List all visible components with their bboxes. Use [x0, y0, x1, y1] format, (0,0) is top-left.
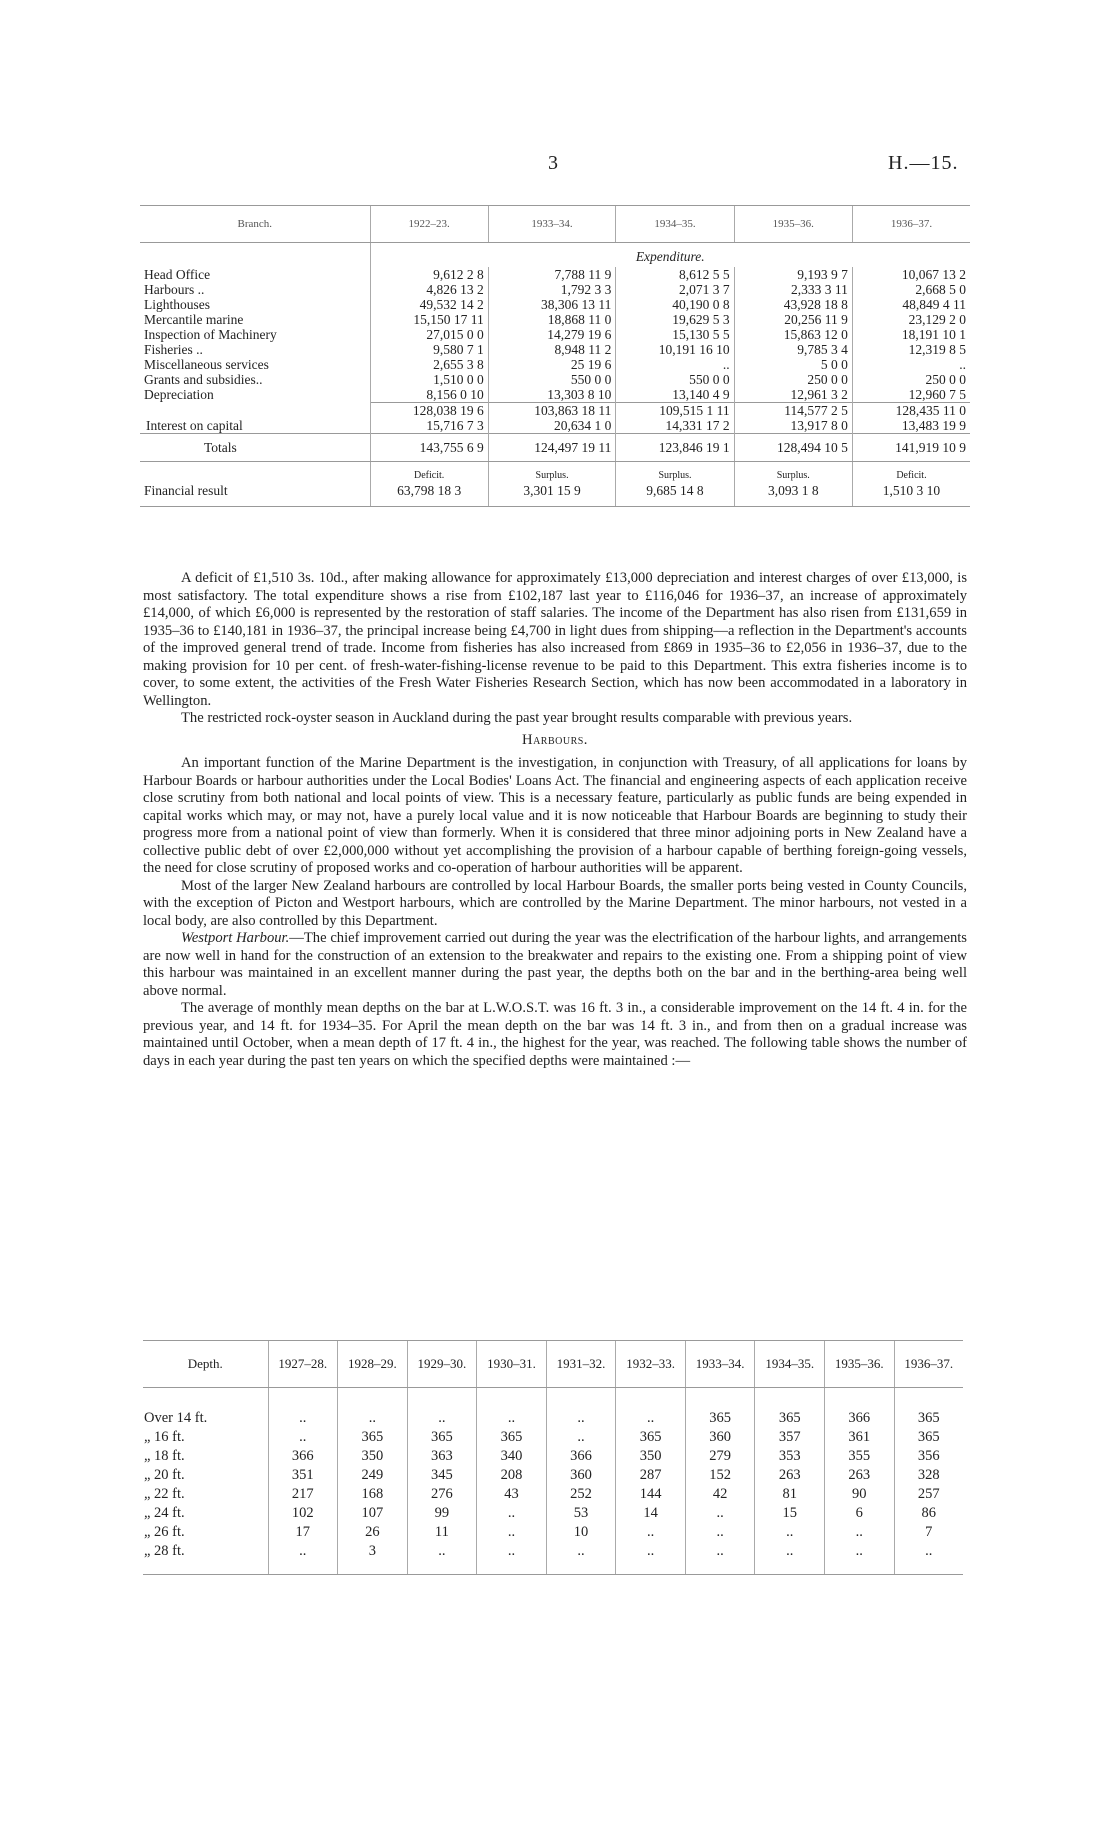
- depth-cell: ..: [268, 1388, 338, 1429]
- branch-name: Depreciation: [144, 387, 214, 402]
- depth-cell: 328: [894, 1466, 963, 1485]
- depth-year-header: 1928–29.: [338, 1341, 408, 1388]
- branch-label: [140, 387, 370, 403]
- expenditure-cell: 8,948 11 2: [488, 342, 616, 357]
- result-amount: 3,093 1 8: [767, 483, 819, 498]
- year-header: 1936–37.: [852, 206, 970, 243]
- depth-cell: 144: [616, 1485, 686, 1504]
- financial-result-cell: [488, 462, 616, 507]
- depth-cell: 11: [407, 1523, 477, 1542]
- depth-year-header: 1927–28.: [268, 1341, 338, 1388]
- depth-cell: ..: [755, 1523, 825, 1542]
- depth-cell: 365: [894, 1388, 963, 1429]
- expenditure-cell: 19,629 5 3: [616, 312, 734, 327]
- depth-label: [143, 1428, 268, 1447]
- branch-label: [140, 342, 370, 357]
- depth-cell: 208: [477, 1466, 547, 1485]
- expenditure-cell: 18,868 11 0: [488, 312, 616, 327]
- subtotal-cell: 128,038 19 6: [370, 403, 488, 419]
- depth-cell: ..: [268, 1428, 338, 1447]
- paragraph: A deficit of £1,510 3s. 10d., after making allowance for approximately £13,000 depreciation and interest charges of over £13,000, is most satisfactory. The total expenditure shows a rise from £102,187 last year to £116,046 for 1936–37, an increase of approximately £14,000, of which £6,000 is represented by the restoration of staff salaries. The income of the Department has also risen from £131,659 in 1935–36 to £140,181 in 1936–37, the principal increase being £4,700 in light dues from shipping—a reflection in the Department's accounts of the improved general trend of trade. Income from fisheries has also increased from £869 in 1935–36 to £2,056 in 1936–37, due to the making provision for 10 per cent. of fresh-water-fishing-license revenue to be paid to this Department. This extra fisheries income is to cover, to some extent, the activities of the Fresh Water Fisheries Research Section, which has now been accommodated in a laboratory in Wellington.: [143, 570, 967, 709]
- depth-cell: 107: [338, 1504, 408, 1523]
- depth-year-header: 1936–37.: [894, 1341, 963, 1388]
- expenditure-row: [140, 297, 970, 312]
- depth-cell: 17: [268, 1523, 338, 1542]
- expenditure-cell: 7,788 11 9: [488, 267, 616, 282]
- depth-cell: 365: [894, 1428, 963, 1447]
- depth-row: [143, 1388, 963, 1429]
- paragraph: The restricted rock-oyster season in Auckland during the past year brought results comparable with previous years.: [181, 710, 853, 726]
- subtotal-row: [140, 403, 970, 419]
- result-kind: Surplus.: [658, 470, 692, 481]
- depth-cell: ..: [477, 1504, 547, 1523]
- expenditure-cell: 9,785 3 4: [734, 342, 852, 357]
- depth-cell: 10: [546, 1523, 616, 1542]
- depth-row: [143, 1447, 963, 1466]
- expenditure-caption: Expenditure.: [370, 243, 970, 268]
- depth-cell: 361: [825, 1428, 895, 1447]
- depth-cell: ..: [825, 1542, 895, 1575]
- depth-cell: 366: [825, 1388, 895, 1429]
- depth-cell: 152: [685, 1466, 755, 1485]
- result-kind: Surplus.: [776, 470, 810, 481]
- depth-header-row: [143, 1341, 963, 1388]
- expenditure-cell: 49,532 14 2: [370, 297, 488, 312]
- depth-row: [143, 1466, 963, 1485]
- depth-cell: ..: [825, 1523, 895, 1542]
- depth-cell: ..: [338, 1388, 408, 1429]
- result-amount: 9,685 14 8: [646, 483, 704, 498]
- depth-cell: 287: [616, 1466, 686, 1485]
- year-header: 1933–34.: [488, 206, 616, 243]
- depth-cell: 365: [755, 1388, 825, 1429]
- depth-row: [143, 1542, 963, 1575]
- expenditure-cell: 10,191 16 10: [616, 342, 734, 357]
- depth-cell: 345: [407, 1466, 477, 1485]
- expenditure-cell: 9,612 2 8: [370, 267, 488, 282]
- depth-cell: 217: [268, 1485, 338, 1504]
- body-text: [143, 570, 967, 1070]
- paragraph: The average of monthly mean depths on the bar at L.W.O.S.T. was 16 ft. 3 in., a considerable improvement on the 14 ft. 4 in. for the previous year, and 14 ft. for 1934–35. For April the mean depth on the bar was 14 ft. 3 in., and from then on a gradual increase was maintained until October, when a mean depth of 17 ft. 4 in., the highest for the year, was reached. The following table shows the number of days in each year during the past ten years on which the specified depths were maintained :—: [143, 1000, 967, 1069]
- expenditure-cell: 1,510 0 0: [370, 372, 488, 387]
- financial-result-cell: [734, 462, 852, 507]
- expenditure-cell: 23,129 2 0: [852, 312, 970, 327]
- depth-label-text: „ 18 ft.: [144, 1448, 185, 1464]
- expenditure-row: [140, 327, 970, 342]
- branch-label: [140, 297, 370, 312]
- branch-label: [140, 357, 370, 372]
- depth-cell: 365: [407, 1428, 477, 1447]
- subtotal-cell: 109,515 1 11: [616, 403, 734, 419]
- financial-result-label: [140, 462, 370, 507]
- depth-label-text: „ 28 ft.: [144, 1543, 185, 1559]
- branch-label: [140, 282, 370, 297]
- depth-cell: 81: [755, 1485, 825, 1504]
- result-amount: 63,798 18 3: [397, 483, 462, 498]
- branch-label: [140, 327, 370, 342]
- expenditure-cell: 2,071 3 7: [616, 282, 734, 297]
- depth-cell: ..: [477, 1542, 547, 1575]
- totals-label-text: Totals: [204, 440, 237, 455]
- interest-cell: 13,917 8 0: [734, 418, 852, 434]
- depth-cell: ..: [477, 1523, 547, 1542]
- expenditure-cell: 5 0 0: [734, 357, 852, 372]
- depth-cell: ..: [685, 1504, 755, 1523]
- branch-name: Harbours ..: [144, 282, 205, 297]
- depth-label-text: „ 16 ft.: [144, 1429, 185, 1445]
- branch-name: Lighthouses: [144, 297, 210, 312]
- expenditure-cell: 10,067 13 2: [852, 267, 970, 282]
- expenditure-cell: 550 0 0: [616, 372, 734, 387]
- depth-cell: 42: [685, 1485, 755, 1504]
- depth-cell: 365: [338, 1428, 408, 1447]
- depth-cell: 365: [685, 1388, 755, 1429]
- depth-label-text: „ 20 ft.: [144, 1467, 185, 1483]
- expenditure-row: [140, 342, 970, 357]
- depth-label: [143, 1466, 268, 1485]
- totals-row: [140, 434, 970, 462]
- depth-cell: 360: [546, 1466, 616, 1485]
- depth-cell: 26: [338, 1523, 408, 1542]
- depth-table: [143, 1340, 963, 1575]
- expenditure-cell: 18,191 10 1: [852, 327, 970, 342]
- totals-label: [140, 434, 370, 462]
- expenditure-cell: 4,826 13 2: [370, 282, 488, 297]
- paragraph: An important function of the Marine Department is the investigation, in conjunction with Treasury, of all applications for loans by Harbour Boards or harbour authorities under the Local Bodies' Loans Act. The financial and engineering aspects of each application receive close scrutiny from both national and local points of view. This is a necessary feature, particularly as public funds are being expended in capital works which may, or may not, have a purely local value and it is now noticeable that Harbour Boards are beginning to study their progress more from a national point of view than formerly. When it is considered that three minor adjoining ports in New Zealand have a collective public debt of over £2,000,000 without yet accomplishing the provision of a harbour capable of berthing foreign-going vessels, the need for close scrutiny of proposed works and co-operation of harbour authorities will be apparent.: [143, 755, 967, 876]
- depth-year-header: 1930–31.: [477, 1341, 547, 1388]
- depth-cell: 353: [755, 1447, 825, 1466]
- totals-cell: 143,755 6 9: [370, 434, 488, 462]
- depth-cell: 366: [546, 1447, 616, 1466]
- expenditure-cell: 550 0 0: [488, 372, 616, 387]
- expenditure-cell: 9,580 7 1: [370, 342, 488, 357]
- depth-year-header: 1929–30.: [407, 1341, 477, 1388]
- branch-label: [140, 312, 370, 327]
- expenditure-cell: 15,863 12 0: [734, 327, 852, 342]
- depth-cell: 3: [338, 1542, 408, 1575]
- depth-cell: 350: [338, 1447, 408, 1466]
- depth-cell: 43: [477, 1485, 547, 1504]
- paragraph-body: —The chief improvement carried out during the year was the electrification of the harbour lights, and arrangements are now well in hand for the construction of an extension to the breakwater and repairs to the existing one. From a shipping point of view this harbour was maintained in an excellent manner during the past year, the depths both on the bar and in the berthing-area being well above normal.: [143, 930, 967, 999]
- depth-cell: ..: [268, 1542, 338, 1575]
- depth-cell: 99: [407, 1504, 477, 1523]
- depth-cell: ..: [894, 1542, 963, 1575]
- depth-cell: 90: [825, 1485, 895, 1504]
- depth-cell: 15: [755, 1504, 825, 1523]
- depth-header: Depth.: [143, 1341, 268, 1388]
- subtotal-cell: 114,577 2 5: [734, 403, 852, 419]
- expenditure-cell: ..: [616, 357, 734, 372]
- year-header: 1922–23.: [370, 206, 488, 243]
- expenditure-cell: 12,960 7 5: [852, 387, 970, 403]
- document-reference: H.—15.: [888, 152, 959, 174]
- depth-cell: ..: [616, 1542, 686, 1575]
- expenditure-row: [140, 267, 970, 282]
- depth-cell: 355: [825, 1447, 895, 1466]
- depth-cell: 276: [407, 1485, 477, 1504]
- depth-cell: 365: [616, 1428, 686, 1447]
- depth-label: [143, 1523, 268, 1542]
- expenditure-cell: 40,190 0 8: [616, 297, 734, 312]
- page-number: 3: [548, 152, 558, 174]
- depth-cell: 257: [894, 1485, 963, 1504]
- result-amount: 1,510 3 10: [882, 483, 941, 498]
- depth-label-text: „ 22 ft.: [144, 1486, 185, 1502]
- paragraph: Most of the larger New Zealand harbours are controlled by local Harbour Boards, the smaller ports being vested in County Councils, with the exception of Picton and Westport harbours, which are controlled by the Marine Department. The minor harbours, not vested in a local body, are also controlled by this Department.: [143, 877, 967, 929]
- depth-cell: 7: [894, 1523, 963, 1542]
- interest-cell: 13,483 19 9: [852, 418, 970, 434]
- depth-cell: 279: [685, 1447, 755, 1466]
- expenditure-cell: 2,655 3 8: [370, 357, 488, 372]
- result-kind: Deficit.: [414, 470, 445, 481]
- subtotal-cell: 128,435 11 0: [852, 403, 970, 419]
- depth-cell: ..: [407, 1542, 477, 1575]
- depth-label: [143, 1447, 268, 1466]
- section-heading: Harbours.: [522, 731, 588, 748]
- expenditure-cell: 1,792 3 3: [488, 282, 616, 297]
- depth-cell: 340: [477, 1447, 547, 1466]
- depth-cell: 356: [894, 1447, 963, 1466]
- depth-row: [143, 1523, 963, 1542]
- depth-cell: 168: [338, 1485, 408, 1504]
- expenditure-header-row: [140, 206, 970, 243]
- totals-cell: 141,919 10 9: [852, 434, 970, 462]
- expenditure-cell: 14,279 19 6: [488, 327, 616, 342]
- depth-cell: ..: [546, 1388, 616, 1429]
- expenditure-cell: 2,668 5 0: [852, 282, 970, 297]
- depth-cell: ..: [546, 1428, 616, 1447]
- depth-label: [143, 1485, 268, 1504]
- depth-cell: 53: [546, 1504, 616, 1523]
- result-amount: 3,301 15 9: [523, 483, 581, 498]
- financial-result-cell: [852, 462, 970, 507]
- interest-cell: 14,331 17 2: [616, 418, 734, 434]
- depth-cell: 6: [825, 1504, 895, 1523]
- depth-label: [143, 1542, 268, 1575]
- depth-cell: 350: [616, 1447, 686, 1466]
- expenditure-cell: 13,303 8 10: [488, 387, 616, 403]
- expenditure-cell: ..: [852, 357, 970, 372]
- year-header: 1934–35.: [616, 206, 734, 243]
- depth-row: [143, 1428, 963, 1447]
- expenditure-cell: 9,193 9 7: [734, 267, 852, 282]
- depth-cell: 14: [616, 1504, 686, 1523]
- expenditure-cell: 15,130 5 5: [616, 327, 734, 342]
- branch-header: Branch.: [140, 206, 370, 243]
- expenditure-row: [140, 372, 970, 387]
- branch-name: Grants and subsidies..: [144, 372, 263, 387]
- depth-cell: ..: [755, 1542, 825, 1575]
- expenditure-cell: 12,319 8 5: [852, 342, 970, 357]
- expenditure-cell: 13,140 4 9: [616, 387, 734, 403]
- depth-label-text: „ 24 ft.: [144, 1505, 185, 1521]
- interest-row: [140, 418, 970, 434]
- expenditure-cell: 2,333 3 11: [734, 282, 852, 297]
- subtotal-cell: 103,863 18 11: [488, 403, 616, 419]
- depth-cell: ..: [546, 1542, 616, 1575]
- expenditure-row: [140, 282, 970, 297]
- branch-label: [140, 267, 370, 282]
- depth-cell: 252: [546, 1485, 616, 1504]
- depth-year-header: 1932–33.: [616, 1341, 686, 1388]
- branch-name: Miscellaneous services: [144, 357, 269, 372]
- depth-label: [143, 1388, 268, 1429]
- depth-cell: 360: [685, 1428, 755, 1447]
- paragraph: [143, 930, 967, 1000]
- depth-cell: 351: [268, 1466, 338, 1485]
- depth-row: [143, 1485, 963, 1504]
- interest-label: [140, 418, 370, 434]
- expenditure-cell: 8,156 0 10: [370, 387, 488, 403]
- depth-cell: 249: [338, 1466, 408, 1485]
- paragraph-lead: Westport Harbour.: [181, 930, 290, 946]
- financial-result-cell: [370, 462, 488, 507]
- depth-label-text: Over 14 ft.: [144, 1410, 208, 1426]
- depth-cell: 102: [268, 1504, 338, 1523]
- expenditure-row: [140, 312, 970, 327]
- depth-cell: ..: [477, 1388, 547, 1429]
- depth-row: [143, 1504, 963, 1523]
- branch-name: Fisheries ..: [144, 342, 203, 357]
- interest-cell: 15,716 7 3: [370, 418, 488, 434]
- expenditure-cell: 25 19 6: [488, 357, 616, 372]
- expenditure-cell: 8,612 5 5: [616, 267, 734, 282]
- interest-cell: 20,634 1 0: [488, 418, 616, 434]
- result-kind: Deficit.: [896, 470, 927, 481]
- depth-label: [143, 1504, 268, 1523]
- expenditure-row: [140, 387, 970, 403]
- totals-cell: 123,846 19 1: [616, 434, 734, 462]
- expenditure-cell: 250 0 0: [852, 372, 970, 387]
- depth-cell: 366: [268, 1447, 338, 1466]
- expenditure-cell: 250 0 0: [734, 372, 852, 387]
- depth-cell: ..: [407, 1388, 477, 1429]
- totals-cell: 124,497 19 11: [488, 434, 616, 462]
- depth-year-header: 1931–32.: [546, 1341, 616, 1388]
- branch-name: Head Office: [144, 267, 211, 282]
- depth-year-header: 1933–34.: [685, 1341, 755, 1388]
- financial-result-cell: [616, 462, 734, 507]
- branch-label: [140, 372, 370, 387]
- year-header: 1935–36.: [734, 206, 852, 243]
- financial-result-row: [140, 462, 970, 507]
- expenditure-cell: 15,150 17 11: [370, 312, 488, 327]
- interest-label-text: Interest on capital: [146, 418, 243, 433]
- expenditure-cell: 48,849 4 11: [852, 297, 970, 312]
- depth-cell: ..: [685, 1523, 755, 1542]
- expenditure-cell: 43,928 18 8: [734, 297, 852, 312]
- depth-cell: 86: [894, 1504, 963, 1523]
- depth-cell: ..: [616, 1523, 686, 1542]
- depth-cell: 263: [825, 1466, 895, 1485]
- depth-year-header: 1934–35.: [755, 1341, 825, 1388]
- depth-year-header: 1935–36.: [825, 1341, 895, 1388]
- depth-cell: 263: [755, 1466, 825, 1485]
- depth-cell: 357: [755, 1428, 825, 1447]
- depth-cell: ..: [685, 1542, 755, 1575]
- financial-result-label-text: Financial result: [144, 483, 228, 498]
- branch-name: Inspection of Machinery: [144, 327, 277, 342]
- branch-name: Mercantile marine: [144, 312, 244, 327]
- depth-cell: ..: [616, 1388, 686, 1429]
- depth-cell: 365: [477, 1428, 547, 1447]
- result-kind: Surplus.: [535, 470, 569, 481]
- expenditure-cell: 20,256 11 9: [734, 312, 852, 327]
- expenditure-cell: 12,961 3 2: [734, 387, 852, 403]
- depth-cell: 363: [407, 1447, 477, 1466]
- expenditure-row: [140, 357, 970, 372]
- expenditure-cell: 38,306 13 11: [488, 297, 616, 312]
- totals-cell: 128,494 10 5: [734, 434, 852, 462]
- depth-label-text: „ 26 ft.: [144, 1524, 185, 1540]
- expenditure-cell: 27,015 0 0: [370, 327, 488, 342]
- expenditure-table: [140, 205, 970, 507]
